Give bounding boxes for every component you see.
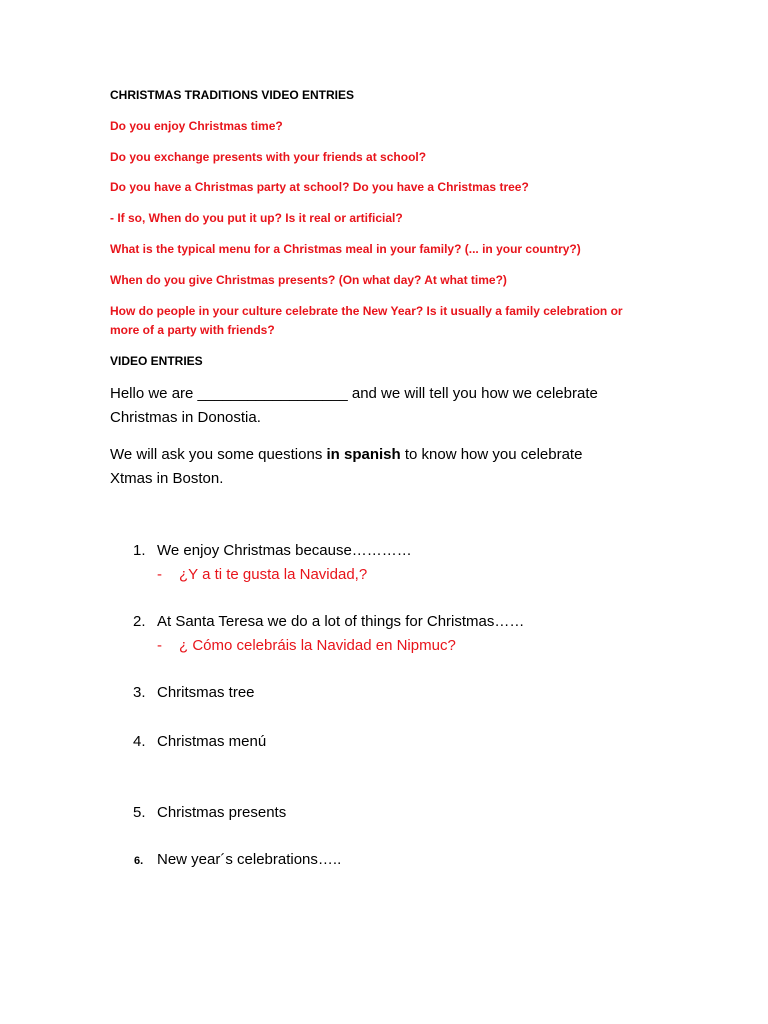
list-item-5: Christmas presents xyxy=(157,804,287,821)
list-item-2: At Santa Teresa we do a lot of things for Christmas…… xyxy=(157,613,525,630)
document-title: CHRISTMAS TRADITIONS VIDEO ENTRIES xyxy=(110,88,355,102)
ask-line-2: Xtmas in Boston. xyxy=(110,470,224,487)
ask-post: to know how you celebrate xyxy=(400,446,583,463)
list-item-1-question: ¿Y a ti te gusta la Navidad,? xyxy=(179,566,368,583)
question-4: - If so, When do you put it up? Is it real or artificial? xyxy=(110,211,403,225)
list-number-4: 4. xyxy=(133,733,146,750)
list-number-6: 6. xyxy=(134,855,144,867)
list-item-1: We enjoy Christmas because………… xyxy=(157,542,412,559)
ask-pre: We will ask you some questions xyxy=(110,446,327,463)
question-7-line-2: more of a party with friends? xyxy=(110,323,275,337)
ask-bold: in spanish xyxy=(326,446,401,463)
intro-line-2: Christmas in Donostia. xyxy=(110,409,261,426)
list-number-1: 1. xyxy=(133,542,146,559)
list-item-2-dash: - xyxy=(157,637,162,654)
video-entries-heading: VIDEO ENTRIES xyxy=(110,354,203,368)
question-5: What is the typical menu for a Christmas meal in your family? (... in your country?) xyxy=(110,242,581,256)
list-number-5: 5. xyxy=(133,804,146,821)
question-7-line-1: How do people in your culture celebrate the New Year? Is it usually a family celebration or xyxy=(110,304,623,318)
question-3: Do you have a Christmas party at school? Do you have a Christmas tree? xyxy=(110,180,529,194)
list-number-2: 2. xyxy=(133,613,146,630)
ask-line-1 xyxy=(110,446,582,463)
list-item-4: Christmas menú xyxy=(157,733,267,750)
question-2: Do you exchange presents with your friends at school? xyxy=(110,150,427,164)
intro-line-1: Hello we are __________________ and we will tell you how we celebrate xyxy=(110,385,598,402)
list-number-3: 3. xyxy=(133,684,146,701)
list-item-6: New year´s celebrations….. xyxy=(157,851,342,868)
list-item-1-dash: - xyxy=(157,566,162,583)
question-6: When do you give Christmas presents? (On what day? At what time?) xyxy=(110,273,507,287)
list-item-3: Chritsmas tree xyxy=(157,684,255,701)
list-item-2-question: ¿ Cómo celebráis la Navidad en Nipmuc? xyxy=(179,637,456,654)
question-1: Do you enjoy Christmas time? xyxy=(110,119,283,133)
